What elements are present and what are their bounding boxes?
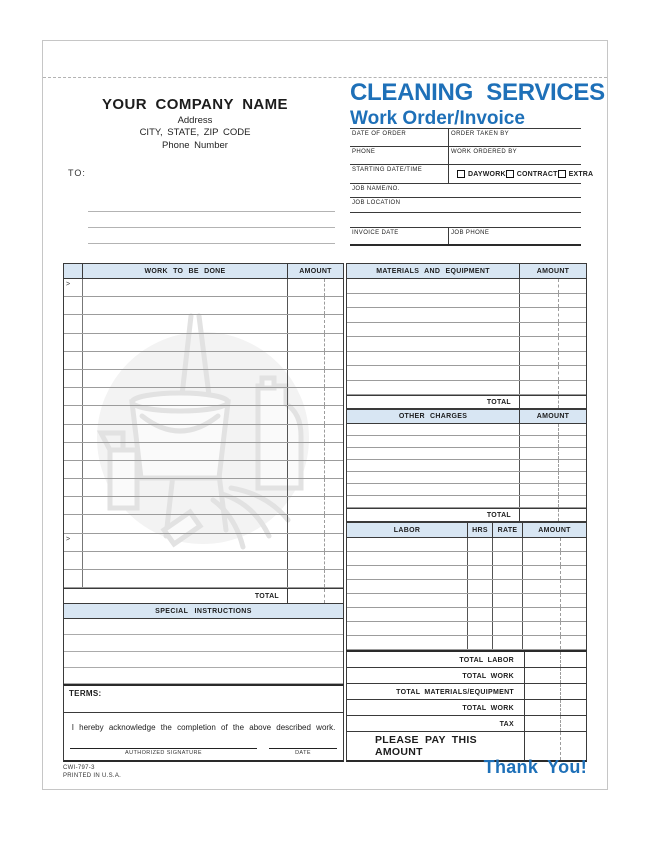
terms-box[interactable] [63,684,344,712]
order-type-option[interactable] [558,170,594,178]
totals-row [347,716,586,732]
work-table-row[interactable] [64,515,343,533]
materials-amount-cell[interactable] [519,308,586,322]
materials-description-cell[interactable] [347,352,519,366]
row-marker [64,479,83,496]
materials-amount-cell[interactable] [519,294,586,308]
please-pay-amount-cell[interactable] [524,732,586,760]
special-instructions-area [63,619,344,684]
labor-table-row[interactable] [347,608,586,622]
checkbox-label: EXTRA [568,170,594,178]
totals-row [347,700,586,716]
other-charge-amount-cell[interactable] [519,436,586,447]
work-description-cell[interactable] [83,334,287,351]
labor-description-cell[interactable] [347,622,467,635]
field-starting-datetime[interactable] [350,165,448,183]
field-work-ordered-by[interactable] [448,147,581,164]
labor-rate-cell[interactable] [492,566,522,579]
special-instructions-line[interactable] [64,668,343,684]
other-charges-total-row [346,508,587,522]
other-charges-header [346,409,587,424]
row-marker [64,425,83,442]
labor-amount-cell[interactable] [522,580,586,593]
other-charges-total-label: TOTAL [486,511,511,519]
labor-amount-cell[interactable] [522,636,586,649]
other-charge-description-cell[interactable] [347,484,519,495]
materials-total-label: TOTAL [486,398,511,406]
labor-rate-cell[interactable] [492,580,522,593]
other-charges-amount-header: AMOUNT [519,410,586,423]
other-charge-description-cell[interactable] [347,460,519,471]
row-marker [64,370,83,387]
labor-description-cell[interactable] [347,636,467,649]
field-invoice-date[interactable] [350,228,448,244]
work-table-row[interactable] [64,552,343,570]
labor-hrs-cell[interactable] [467,566,492,579]
labor-amount-cell[interactable] [522,622,586,635]
row-marker [64,552,83,569]
labor-table-header [346,522,587,538]
order-fields-block [350,128,594,246]
work-table-row[interactable] [64,388,343,406]
work-amount-cell[interactable] [287,534,343,551]
work-description-cell[interactable] [83,297,287,314]
labor-hrs-cell[interactable] [467,580,492,593]
field-date-of-order[interactable] [350,129,448,146]
totals-amount-cell[interactable] [524,700,586,715]
materials-description-cell[interactable] [347,381,519,395]
acknowledgment-text: I hereby acknowledge the completion of the above described work. [71,723,336,733]
row-marker [64,570,83,587]
labor-rate-cell[interactable] [492,552,522,565]
other-charges-row[interactable] [347,436,586,448]
materials-column-header: MATERIALS AND EQUIPMENT [376,267,490,275]
work-amount-cell[interactable] [287,552,343,569]
work-amount-cell[interactable] [287,388,343,405]
labor-table-row[interactable] [347,538,586,552]
work-amount-cell[interactable] [287,315,343,332]
work-table-row[interactable] [64,315,343,333]
materials-table-row[interactable] [347,352,586,367]
field-job-name-no[interactable] [350,184,581,197]
work-amount-cell[interactable] [287,570,343,587]
materials-description-cell[interactable] [347,279,519,293]
work-description-cell[interactable] [83,425,287,442]
totals-row [347,652,586,668]
labor-hrs-cell[interactable] [467,622,492,635]
work-description-cell[interactable] [83,406,287,423]
labor-table-row[interactable] [347,622,586,636]
order-type-option[interactable] [457,170,506,178]
work-amount-cell[interactable] [287,425,343,442]
work-amount-cell[interactable] [287,443,343,460]
company-address: Address [177,114,213,126]
labor-description-cell[interactable] [347,594,467,607]
totals-amount-cell[interactable] [524,684,586,699]
other-charge-amount-cell[interactable] [519,472,586,483]
printed-in: PRINTED IN U.S.A. [63,773,122,780]
work-description-cell[interactable] [83,315,287,332]
other-charges-row[interactable] [347,448,586,460]
field-label-phone: PHONE [352,148,376,155]
labor-amount-cell[interactable] [522,538,586,551]
materials-amount-cell[interactable] [519,337,586,351]
form-title: CLEANING SERVICES [350,79,605,106]
other-charge-amount-cell[interactable] [519,496,586,507]
work-amount-cell[interactable] [287,297,343,314]
labor-table-row[interactable] [347,636,586,650]
materials-amount-header: AMOUNT [519,264,586,278]
other-charges-row[interactable] [347,472,586,484]
labor-amount-cell[interactable] [522,552,586,565]
row-marker [64,352,83,369]
amount-column-header: AMOUNT [287,264,343,278]
row-marker [64,443,83,460]
other-charges-column-header: OTHER CHARGES [398,413,468,420]
labor-hrs-cell[interactable] [467,594,492,607]
thank-you-text: Thank You! [483,757,587,777]
perforation-line [43,77,607,78]
labor-description-cell[interactable] [347,538,467,551]
checkbox-icon[interactable] [506,170,514,178]
date-line[interactable] [269,748,337,749]
order-type-checkbox-group [448,165,599,183]
materials-total-row [346,395,587,409]
bill-to-address-line[interactable] [88,196,335,212]
special-instructions-line[interactable] [64,652,343,668]
job-location-write-line[interactable] [350,213,581,227]
totals-row [347,668,586,684]
work-table-row[interactable] [64,406,343,424]
labor-table-row[interactable] [347,566,586,580]
work-amount-cell[interactable] [287,352,343,369]
terms-label: TERMS: [69,689,102,699]
field-label-job-phone: JOB PHONE [451,229,490,236]
materials-amount-cell[interactable] [519,352,586,366]
other-charge-amount-cell[interactable] [519,424,586,435]
work-table [63,263,344,762]
brand-block [350,79,605,130]
other-charges-row[interactable] [347,484,586,496]
row-marker: > [64,534,83,551]
special-instructions-line[interactable] [64,619,343,635]
labor-table-row[interactable] [347,580,586,594]
checkbox-label: DAYWORK [468,170,506,178]
labor-amount-cell[interactable] [522,608,586,621]
work-total-amount-cell[interactable] [287,589,343,603]
labor-description-cell[interactable] [347,552,467,565]
field-label-order-taken-by: ORDER TAKEN BY [451,130,510,137]
labor-rate-cell[interactable] [492,622,522,635]
special-instructions-line[interactable] [64,635,343,651]
field-label-job-location: JOB LOCATION [352,199,401,206]
labor-hrs-cell[interactable] [467,538,492,551]
materials-description-cell[interactable] [347,366,519,380]
bill-to-address-line[interactable] [88,212,335,228]
labor-description-cell[interactable] [347,608,467,621]
work-amount-cell[interactable] [287,334,343,351]
materials-description-cell[interactable] [347,308,519,322]
work-description-cell[interactable] [83,570,287,587]
labor-amount-cell[interactable] [522,594,586,607]
other-charges-row[interactable] [347,424,586,436]
totals-amount-cell[interactable] [524,668,586,683]
work-description-cell[interactable] [83,534,287,551]
form-number: CWI-797-3 [63,765,95,771]
company-block [100,96,290,151]
work-amount-cell[interactable] [287,497,343,514]
signature-date-field[interactable] [269,742,337,760]
work-table-row[interactable] [64,479,343,497]
materials-description-cell[interactable] [347,294,519,308]
row-marker [64,406,83,423]
materials-table-row[interactable] [347,366,586,381]
work-description-cell[interactable] [83,443,287,460]
totals-amount-cell[interactable] [524,652,586,667]
other-charges-body [346,424,587,508]
work-column-header: WORK TO BE DONE [144,267,226,275]
totals-row-label: TOTAL LABOR [459,656,514,664]
company-name: YOUR COMPANY NAME [102,96,288,113]
work-amount-cell[interactable] [287,370,343,387]
work-amount-cell[interactable] [287,479,343,496]
bill-to-label: TO: [68,168,86,178]
materials-table-row[interactable] [347,308,586,323]
labor-amount-header: AMOUNT [522,523,586,537]
field-job-phone[interactable] [448,228,581,244]
checkbox-label: CONTRACT [516,170,558,178]
field-label-work-ordered-by: WORK ORDERED BY [451,148,518,155]
company-city-state-zip: CITY, STATE, ZIP CODE [139,127,251,138]
work-table-row[interactable] [64,279,343,297]
materials-table-row[interactable] [347,294,586,309]
right-tables [346,263,587,762]
materials-amount-cell[interactable] [519,366,586,380]
work-description-cell[interactable] [83,370,287,387]
totals-row-label: TOTAL MATERIALS/EQUIPMENT [396,688,514,696]
checkbox-icon[interactable] [457,170,465,178]
work-table-row[interactable] [64,297,343,315]
work-table-row[interactable] [64,497,343,515]
work-table-row[interactable] [64,534,343,552]
materials-description-cell[interactable] [347,337,519,351]
field-label-invoice-date: INVOICE DATE [352,229,399,236]
labor-hrs-cell[interactable] [467,608,492,621]
row-marker [64,334,83,351]
bill-to-address-line[interactable] [88,228,335,244]
work-description-cell[interactable] [83,279,287,296]
marker-column-header [64,264,83,278]
totals-section [346,650,587,732]
other-charges-total-amount-cell[interactable] [519,509,586,521]
materials-amount-cell[interactable] [519,381,586,395]
authorized-signature-field[interactable] [70,742,257,760]
form-subtitle: Work Order/Invoice [350,108,525,129]
checkbox-icon[interactable] [558,170,566,178]
row-marker: > [64,279,83,296]
company-phone: Phone Number [162,139,228,151]
other-charge-amount-cell[interactable] [519,484,586,495]
other-charge-description-cell[interactable] [347,448,519,459]
materials-description-cell[interactable] [347,323,519,337]
materials-table-row[interactable] [347,381,586,396]
work-table-row[interactable] [64,370,343,388]
bill-to-lines [88,196,335,244]
work-table-row[interactable] [64,352,343,370]
field-label-date-of-order: DATE OF ORDER [352,130,407,137]
work-table-row[interactable] [64,425,343,443]
field-phone[interactable] [350,147,448,164]
work-amount-cell[interactable] [287,515,343,532]
materials-table-row[interactable] [347,279,586,294]
totals-amount-cell[interactable] [524,716,586,731]
materials-table-row[interactable] [347,337,586,352]
work-description-cell[interactable] [83,461,287,478]
materials-total-amount-cell[interactable] [519,396,586,408]
labor-rate-cell[interactable] [492,538,522,551]
please-pay-label: PLEASE PAY THIS AMOUNT [375,734,477,758]
labor-table-row[interactable] [347,552,586,566]
totals-row-label: TOTAL WORK [462,704,514,712]
field-job-location[interactable] [350,198,581,212]
totals-row [347,684,586,700]
work-description-cell[interactable] [83,352,287,369]
form-number-block [63,764,121,780]
row-marker [64,515,83,532]
labor-hrs-cell[interactable] [467,552,492,565]
labor-table-row[interactable] [347,594,586,608]
acknowledgment-box [63,712,344,742]
labor-rate-cell[interactable] [492,594,522,607]
labor-rate-cell[interactable] [492,608,522,621]
row-marker [64,461,83,478]
work-table-row[interactable] [64,334,343,352]
field-order-taken-by[interactable] [448,129,581,146]
labor-rate-cell[interactable] [492,636,522,649]
work-table-row[interactable] [64,461,343,479]
other-charge-description-cell[interactable] [347,496,519,507]
rate-column-header: RATE [492,523,522,537]
labor-description-cell[interactable] [347,580,467,593]
work-amount-cell[interactable] [287,406,343,423]
order-type-option[interactable] [506,170,558,178]
work-table-body [63,279,344,588]
materials-table-row[interactable] [347,323,586,338]
other-charges-row[interactable] [347,460,586,472]
hrs-column-header: HRS [467,523,492,537]
field-label-job-name-no: JOB NAME/NO. [352,185,400,192]
special-instructions-header: SPECIAL INSTRUCTIONS [63,604,344,619]
work-description-cell[interactable] [83,552,287,569]
work-table-header [63,263,344,279]
labor-description-cell[interactable] [347,566,467,579]
other-charge-amount-cell[interactable] [519,460,586,471]
work-amount-cell[interactable] [287,279,343,296]
date-label: DATE [295,750,311,757]
work-description-cell[interactable] [83,388,287,405]
authorized-signature-label: AUTHORIZED SIGNATURE [125,750,202,757]
materials-amount-cell[interactable] [519,279,586,293]
row-marker [64,297,83,314]
labor-amount-cell[interactable] [522,566,586,579]
row-marker [64,315,83,332]
work-description-cell[interactable] [83,497,287,514]
materials-amount-cell[interactable] [519,323,586,337]
labor-column-header: LABOR [393,526,421,534]
work-amount-cell[interactable] [287,461,343,478]
work-description-cell[interactable] [83,515,287,532]
signature-line[interactable] [70,748,257,749]
other-charge-amount-cell[interactable] [519,448,586,459]
work-table-row[interactable] [64,570,343,588]
totals-row-label: TAX [499,720,514,728]
work-total-row [63,588,344,604]
work-description-cell[interactable] [83,479,287,496]
row-marker [64,388,83,405]
field-label-starting-datetime: STARTING DATE/TIME [352,166,423,173]
materials-table-header [346,263,587,279]
signature-row [63,742,344,762]
work-table-row[interactable] [64,443,343,461]
other-charge-description-cell[interactable] [347,472,519,483]
labor-hrs-cell[interactable] [467,636,492,649]
row-marker [64,497,83,514]
work-total-label: TOTAL [254,592,279,600]
materials-table-body [346,279,587,395]
labor-table-body [346,538,587,650]
other-charges-row[interactable] [347,496,586,508]
other-charge-description-cell[interactable] [347,436,519,447]
other-charge-description-cell[interactable] [347,424,519,435]
totals-row-label: TOTAL WORK [462,672,514,680]
